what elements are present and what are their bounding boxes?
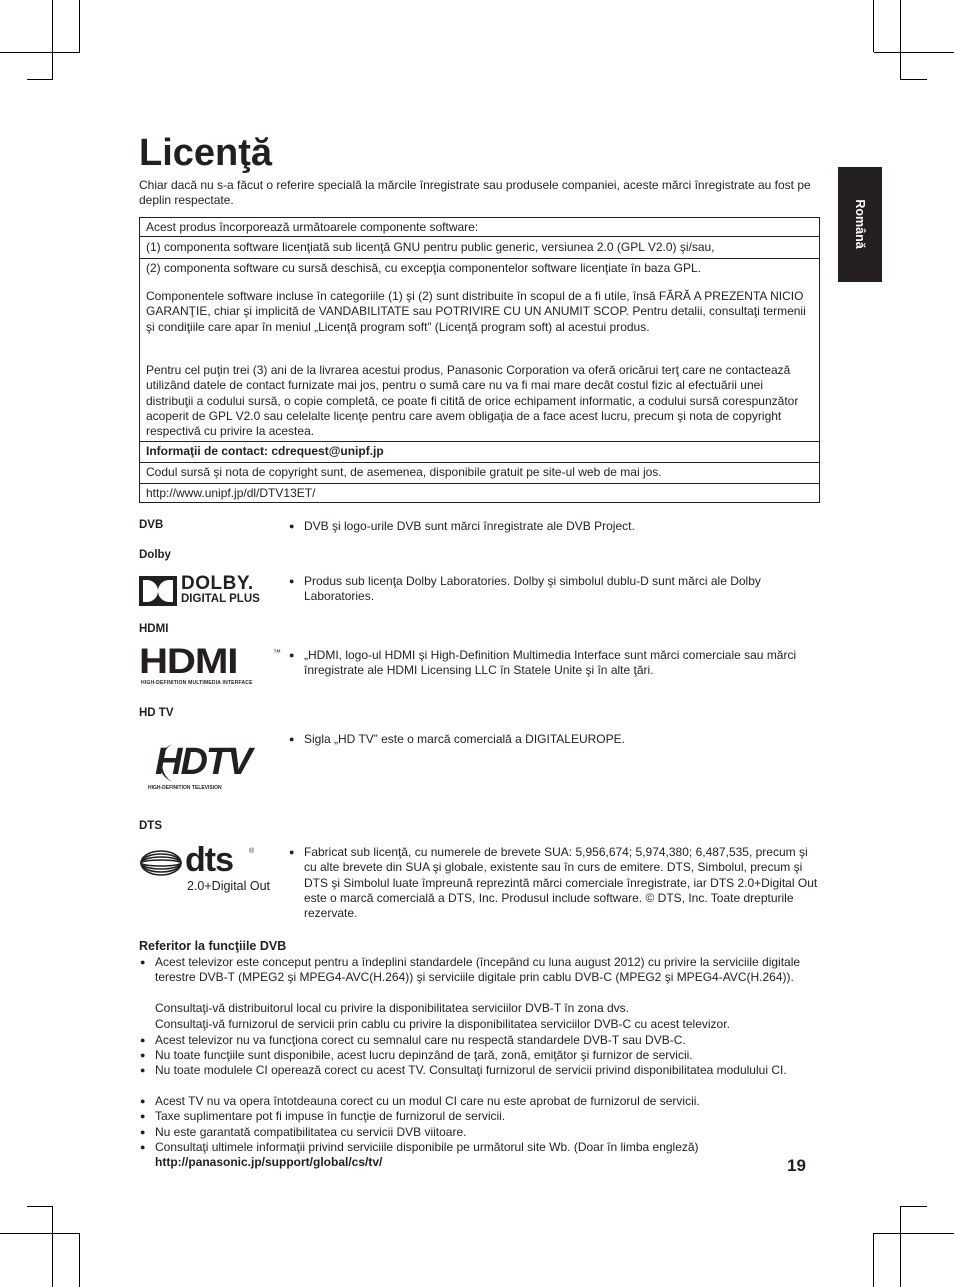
hdmi-label: HDMI [139,623,169,635]
hdmi-logo [139,642,284,688]
divider [140,441,819,442]
hdmi-text: „HDMI, logo-ul HDMI şi High-Definition Multimedia Interface sunt mărci comerciale sau mărci înregistrate ale HDMI Licensing LLC în Statele Unite şi în alte ţări. [304,648,797,678]
license-line: (1) componenta software licenţiată sub licenţă GNU pentru public generic, versiunea 2.0 (GPL V2.0) şi/sau, [146,240,715,254]
license-paragraph: Pentru cel puţin trei (3) ani de la livrarea acestui produs, Panasonic Corporation va oferă oricărui terţ care ne contactează utilizând datele de contact furnizate mai jos, pentru o sumă care nu va fi mai mare decât costul fizic al efectuării unei distribuţii a codului sursă, o copie completă, ce poate fi citită de orice echipament informatic, a codului sursă corespunzător acoperit de GPL V2.0 sau celelalte licenţe pentru care avem obligaţia de a face acest lucru, precum şi nota de copyright respectivă cu privire la acestea. [146,363,799,439]
dvb-note: Acest televizor nu va funcţiona corect cu semnalul care nu respectă standardele DVB-T sau DVB-C. [155,1033,686,1047]
license-line: (2) componenta software cu sursă deschisă, cu excepţia componentelor software licenţiate în baza GPL. [146,261,701,275]
support-url[interactable]: http://panasonic.jp/support/global/cs/tv/ [155,1155,383,1169]
crop-mark [0,52,80,53]
crop-mark [79,1233,80,1287]
crop-mark [900,1206,927,1207]
dolby-logo-main: DOLBY. [181,573,254,594]
hdmi-logo-tm: ™ [273,648,281,657]
dolby-logo [139,575,279,607]
bullet-icon: ● [140,957,146,967]
license-paragraph: Componentele software incluse în categoriile (1) şi (2) sunt distribuite în scopul de a fi utile, însă FĂRĂ A PREZENTA NICIO GARANŢIE, chiar şi implicită de VANDABILITATE sau POTRIVIRE CU UN ANUMIT SCOP. Pentru detalii, consultaţi termenii şi condiţiile care apar în meniul „Licenţă program soft” (Licenţă program soft) al acestui produs. [146,289,806,334]
dts-label: DTS [139,820,162,832]
divider [140,483,819,484]
page-title: Licenţă [139,132,273,174]
bullet-icon: ● [140,1111,146,1121]
hdtv-logo [147,740,272,795]
dts-wave-icon [139,848,183,878]
hdtv-logo-sub: HIGH-DEFINITION TELEVISION [148,785,222,791]
dvb-note: Taxe suplimentare pot fi impuse în funcţie de furnizorul de servicii. [155,1109,506,1123]
bullet-icon: ● [140,1096,146,1106]
intro-text: Chiar dacă nu s-a făcut o referire specială la mărcile înregistrate sau produsele companiei, aceste mărci înregistrate au fost pe deplin respectate. [139,178,811,207]
bullet-icon: ● [289,734,295,744]
dolby-text: Produs sub licenţa Dolby Laboratories. Dolby şi simbolul dublu-D sunt mărci ale Dolby Laboratories. [304,574,761,604]
contact-info: Informaţii de contact: cdrequest@unipf.jp [146,444,384,458]
divider [140,462,819,463]
dvb-note: Acest televizor este conceput pentru a îndeplini standardele (începând cu luna august 2012) cu privire la serviciile digitale terestre DVB-T (MPEG2 şi MPEG4-AVC(H.264)) şi serviciile digitale prin cablu DVB-C (MPEG2 şi MPEG4-AVC(H.264)). [155,955,801,985]
bullet-icon: ● [289,576,295,586]
license-line: Acest produs încorporează următoarele componente software: [146,220,479,234]
dvb-label: DVB [139,519,164,531]
crop-mark [52,1206,53,1287]
language-tab [838,167,882,282]
crop-mark [52,0,53,80]
dts-logo-reg: ® [249,848,255,855]
bullet-icon: ● [289,650,295,660]
dolby-logo-sub: DIGITAL PLUS [181,593,260,605]
crop-mark [874,52,954,53]
crop-mark [873,0,874,52]
language-tab-label: Română [853,199,867,249]
dts-logo [139,841,279,898]
hdtv-text: Sigla „HD TV” este o marcă comercială a DIGITALEUROPE. [304,732,625,746]
dvb-note: Nu este garantată compatibilitatea cu servicii DVB viitoare. [155,1125,467,1139]
dvb-section-heading: Referitor la funcţiile DVB [139,939,287,953]
dvb-text: DVB şi logo-urile DVB sunt mărci înregistrate ale DVB Project. [304,519,635,533]
hdmi-logo-sub: HIGH-DEFINITION MULTIMEDIA INTERFACE [141,680,253,686]
hdmi-logo-main: HDMI [139,642,238,681]
crop-mark [874,1233,954,1234]
hdtv-label: HD TV [139,707,174,719]
dvb-subnote: Consultaţi-vă distribuitorul local cu privire la disponibilitatea serviciilor DVB-T în zona dvs. [155,1001,629,1015]
bullet-icon: ● [140,1050,146,1060]
dvb-note: Acest TV nu va opera întotdeauna corect cu un modul CI care nu este aprobat de furnizorul de servicii. [155,1094,700,1108]
crop-mark [900,79,927,80]
crop-mark [79,0,80,52]
license-line: Codul sursă şi nota de copyright sunt, de asemenea, disponibile gratuit pe site-ul web de mai jos. [146,465,662,479]
license-box [139,217,820,503]
crop-mark [27,79,53,80]
bullet-icon: ● [140,1035,146,1045]
bullet-icon: ● [140,1065,146,1075]
double-d-icon [139,576,177,606]
divider [140,258,819,259]
crop-mark [900,1206,901,1287]
dvb-note: Nu toate modulele CI operează corect cu acest TV. Consultaţi furnizorul de servicii privind disponibilitatea modulului CI. [155,1063,787,1077]
dolby-label: Dolby [139,549,171,561]
dvb-note: Consultaţi ultimele informaţii privind serviciile disponibile pe următorul site Wb. (Doar în limba engleză) [155,1140,699,1154]
crop-mark [0,1233,80,1234]
dvb-note: Nu toate funcţiile sunt disponibile, acest lucru depinzând de ţară, zonă, emiţător şi furnizor de servicii. [155,1048,693,1062]
crop-mark [27,1206,53,1207]
bullet-icon: ● [140,1127,146,1137]
bullet-icon: ● [289,847,295,857]
dts-text: Fabricat sub licenţă, cu numerele de brevete SUA: 5,956,674; 5,974,380; 6,487,535, precum şi cu alte brevete din SUA şi globale, existente sau în curs de emitere. DTS, Simbolul, precum şi DTS şi Simbolul luate împreună reprezintă mărci comerciale înregistrate, iar DTS 2.0+Digital Out este o marcă comercială a DTS, Inc. Produsul include software. © DTS, Inc. Toate drepturile rezervate. [304,845,818,921]
crop-mark [873,1233,874,1287]
source-url[interactable]: http://www.unipf.jp/dl/DTV13ET/ [146,486,316,500]
crop-mark [900,0,901,80]
page-number: 19 [787,1156,806,1175]
dts-logo-sub: 2.0+Digital Out [187,879,271,893]
dvb-subnote: Consultaţi-vă furnizorul de servicii prin cablu cu privire la disponibilitatea serviciilor DVB-C cu acest televizor. [155,1017,730,1031]
divider [140,236,819,237]
bullet-icon: ● [289,521,295,531]
hdtv-logo-main: HDTV [155,741,251,783]
dts-logo-main: dts [185,841,233,879]
bullet-icon: ● [140,1142,146,1152]
